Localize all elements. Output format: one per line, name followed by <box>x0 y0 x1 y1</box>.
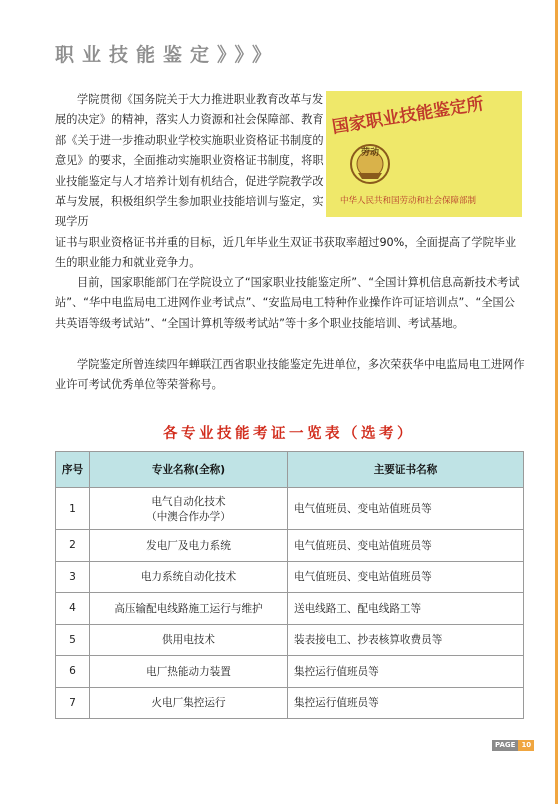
page-number: 10 <box>518 740 534 751</box>
header-major: 专业名称(全称) <box>90 452 288 488</box>
row-major-name: 电气自动化技术 <box>151 495 226 508</box>
appraisal-seal-image <box>326 91 522 217</box>
intro-paragraph: 学院贯彻《国务院关于大力推进职业教育改革与发展的决定》的精神，落实人力资源和社会保障部、教育部《关于进一步推动职业学校实施职业资格证书制度的意见》的要求，全面推动实施职业资格证书制度，将职业技能鉴定与人才培养计划有机结合，促进学院教学改革与发展，积极组织学生参加职业技能培训与鉴定，实现学历 <box>55 93 324 229</box>
header-certificate: 主要证书名称 <box>288 452 524 488</box>
row-major: 发电厂及电力系统 <box>90 530 288 562</box>
section-heading: 职业技能鉴定》》》 <box>55 44 280 66</box>
labor-emblem-icon <box>344 143 396 185</box>
seal-subtitle: 中华人民共和国劳动和社会保障部制 <box>340 196 477 206</box>
row-certificate: 集控运行值班员等 <box>288 656 524 688</box>
table-title: 各专业技能考证一览表（选考） <box>163 426 415 442</box>
table-row <box>56 656 524 688</box>
row-major: 电力系统自动化技术 <box>90 561 288 593</box>
page-label: PAGE <box>492 740 518 751</box>
table-header-row <box>56 452 524 488</box>
seal-title: 国家职业技能鉴定所 <box>330 94 486 138</box>
intro-paragraph-continued: 证书与职业资格证书并重的目标，近几年毕业生双证书获取率超过90%，全面提高了学院毕业生的职业能力和就业竞争力。 <box>55 236 517 270</box>
table-row <box>56 530 524 562</box>
row-major: 高压输配电线路施工运行与维护 <box>90 593 288 625</box>
row-certificate: 电气值班员、变电站值班员等 <box>288 488 524 530</box>
row-major: 火电厂集控运行 <box>90 687 288 719</box>
table-row <box>56 593 524 625</box>
row-major <box>90 488 288 530</box>
row-major-note: （中澳合作办学） <box>146 510 231 523</box>
row-index: 3 <box>56 561 90 593</box>
row-major: 供用电技术 <box>90 624 288 656</box>
honors-paragraph: 学院鉴定所曾连续四年蝉联江西省职业技能鉴定先进单位，多次荣获华中电监局电工进网作业许可考试优秀单位等荣誉称号。 <box>55 358 525 392</box>
header-index: 序号 <box>56 452 90 488</box>
row-certificate: 集控运行值班员等 <box>288 687 524 719</box>
seal-emblem-text: 劳动 <box>360 148 380 158</box>
row-index: 5 <box>56 624 90 656</box>
table-row <box>56 687 524 719</box>
bases-paragraph: 目前，国家职能部门在学院设立了“国家职业技能鉴定所”、“全国计算机信息高新技术考试站”、“华中电监局电工进网作业考试点”、“安监局电工特种作业操作许可证培训点”、“全国公共英语等级考试站”、“全国计算机等级考试站”等十多个职业技能培训、考试基地。 <box>55 276 520 330</box>
table-row <box>56 561 524 593</box>
row-major: 电厂热能动力装置 <box>90 656 288 688</box>
row-index: 2 <box>56 530 90 562</box>
row-certificate: 电气值班员、变电站值班员等 <box>288 530 524 562</box>
row-certificate: 送电线路工、配电线路工等 <box>288 593 524 625</box>
row-certificate: 装表接电工、抄表核算收费员等 <box>288 624 524 656</box>
row-index: 6 <box>56 656 90 688</box>
table-row <box>56 488 524 530</box>
certificate-table <box>55 451 524 719</box>
table-row <box>56 624 524 656</box>
row-certificate: 电气值班员、变电站值班员等 <box>288 561 524 593</box>
row-index: 1 <box>56 488 90 530</box>
row-index: 4 <box>56 593 90 625</box>
page-number-tag <box>492 740 534 751</box>
row-index: 7 <box>56 687 90 719</box>
